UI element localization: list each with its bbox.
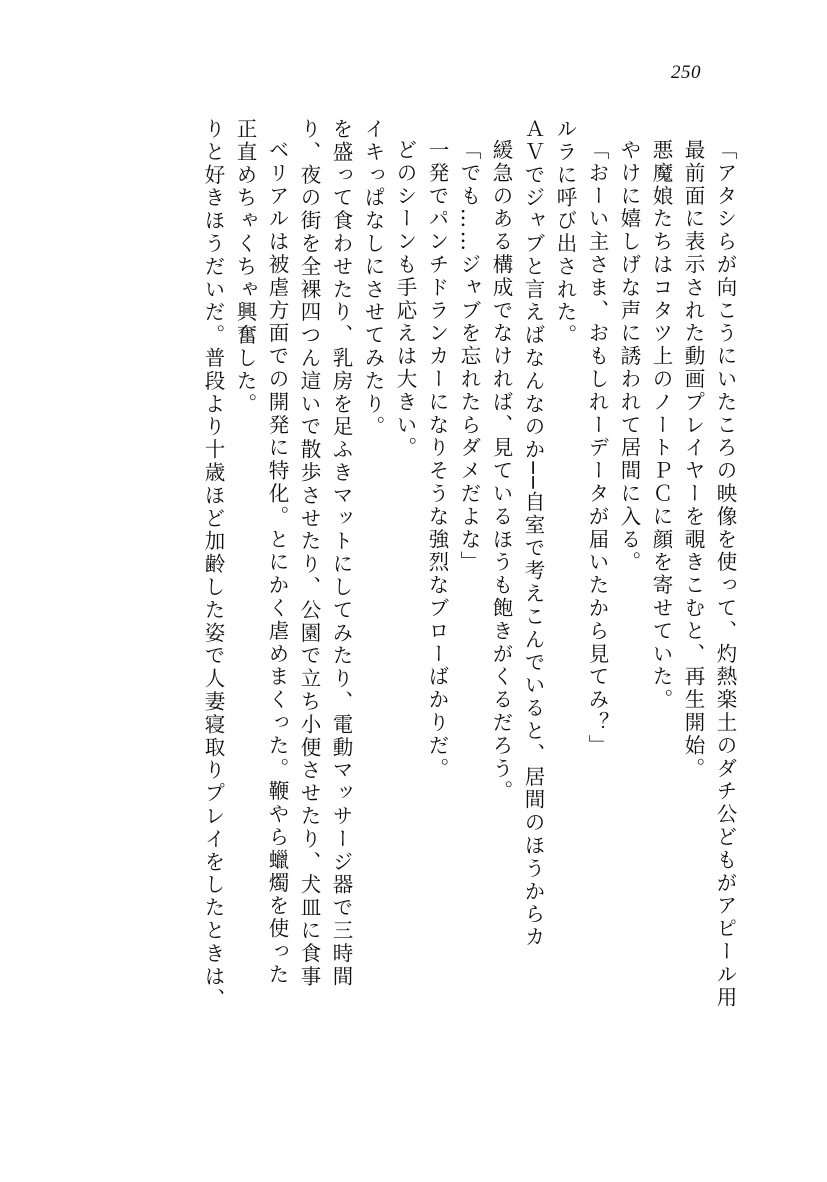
text-column: どのシーンも手応えは大きい。 [393,139,417,460]
page-number: 250 [671,62,701,83]
text-column: イキっぱなしにさせてみたり。 [361,118,385,439]
text-column: 緩急のある構成でなければ、見ているほうも飽きがくるだろう。 [489,139,513,804]
text-column: 一発でパンチドランカーになりそうな強烈なブローばかりだ。 [425,139,449,781]
text-column: やけに嬉しげな声に誘われて居間に入る。 [617,139,641,575]
text-column: ベリアルは被虐方面での開発に特化。とにかく虐めまくった。鞭やら蠟燭を使った [265,139,289,987]
text-column: を盛って食わせたり、乳房を足ふきマットにしてみたり、電動マッサージ器で三時間 [329,118,353,989]
text-column: りと好きほうだいだ。普段より十歳ほど加齢した姿で人妻寝取りプレイをしたときは、 [201,118,225,1012]
vertical-text-block [75,118,735,1078]
text-column: 「でも……ジャブを忘れたらダメだよな」 [457,139,481,575]
text-column: り、夜の街を全裸四つん這いで散歩させたり、公園で立ち小便させたり、犬皿に食事 [297,118,321,989]
text-column: 「アタシらが向こうにいたころの映像を使って、灼熱楽土のダチ公どもがアピール用 [713,139,737,1010]
text-column: ルラに呼び出された。 [553,118,577,347]
text-column: 最前面に表示された動画プレイヤーを覗きこむと、再生開始。 [681,139,705,781]
text-column: ＡＶでジャブと言えばなんなのか──自室で考えこんでいると、居間のほうからカ [521,118,545,949]
text-column: 正直めちゃくちゃ興奮した。 [233,118,257,416]
text-column: 「おーい主さま、おもしれーデータが届いたから見てみ？」 [585,139,609,758]
text-column: 悪魔娘たちはコタツ上のノートＰＣに顔を寄せていた。 [649,139,673,712]
